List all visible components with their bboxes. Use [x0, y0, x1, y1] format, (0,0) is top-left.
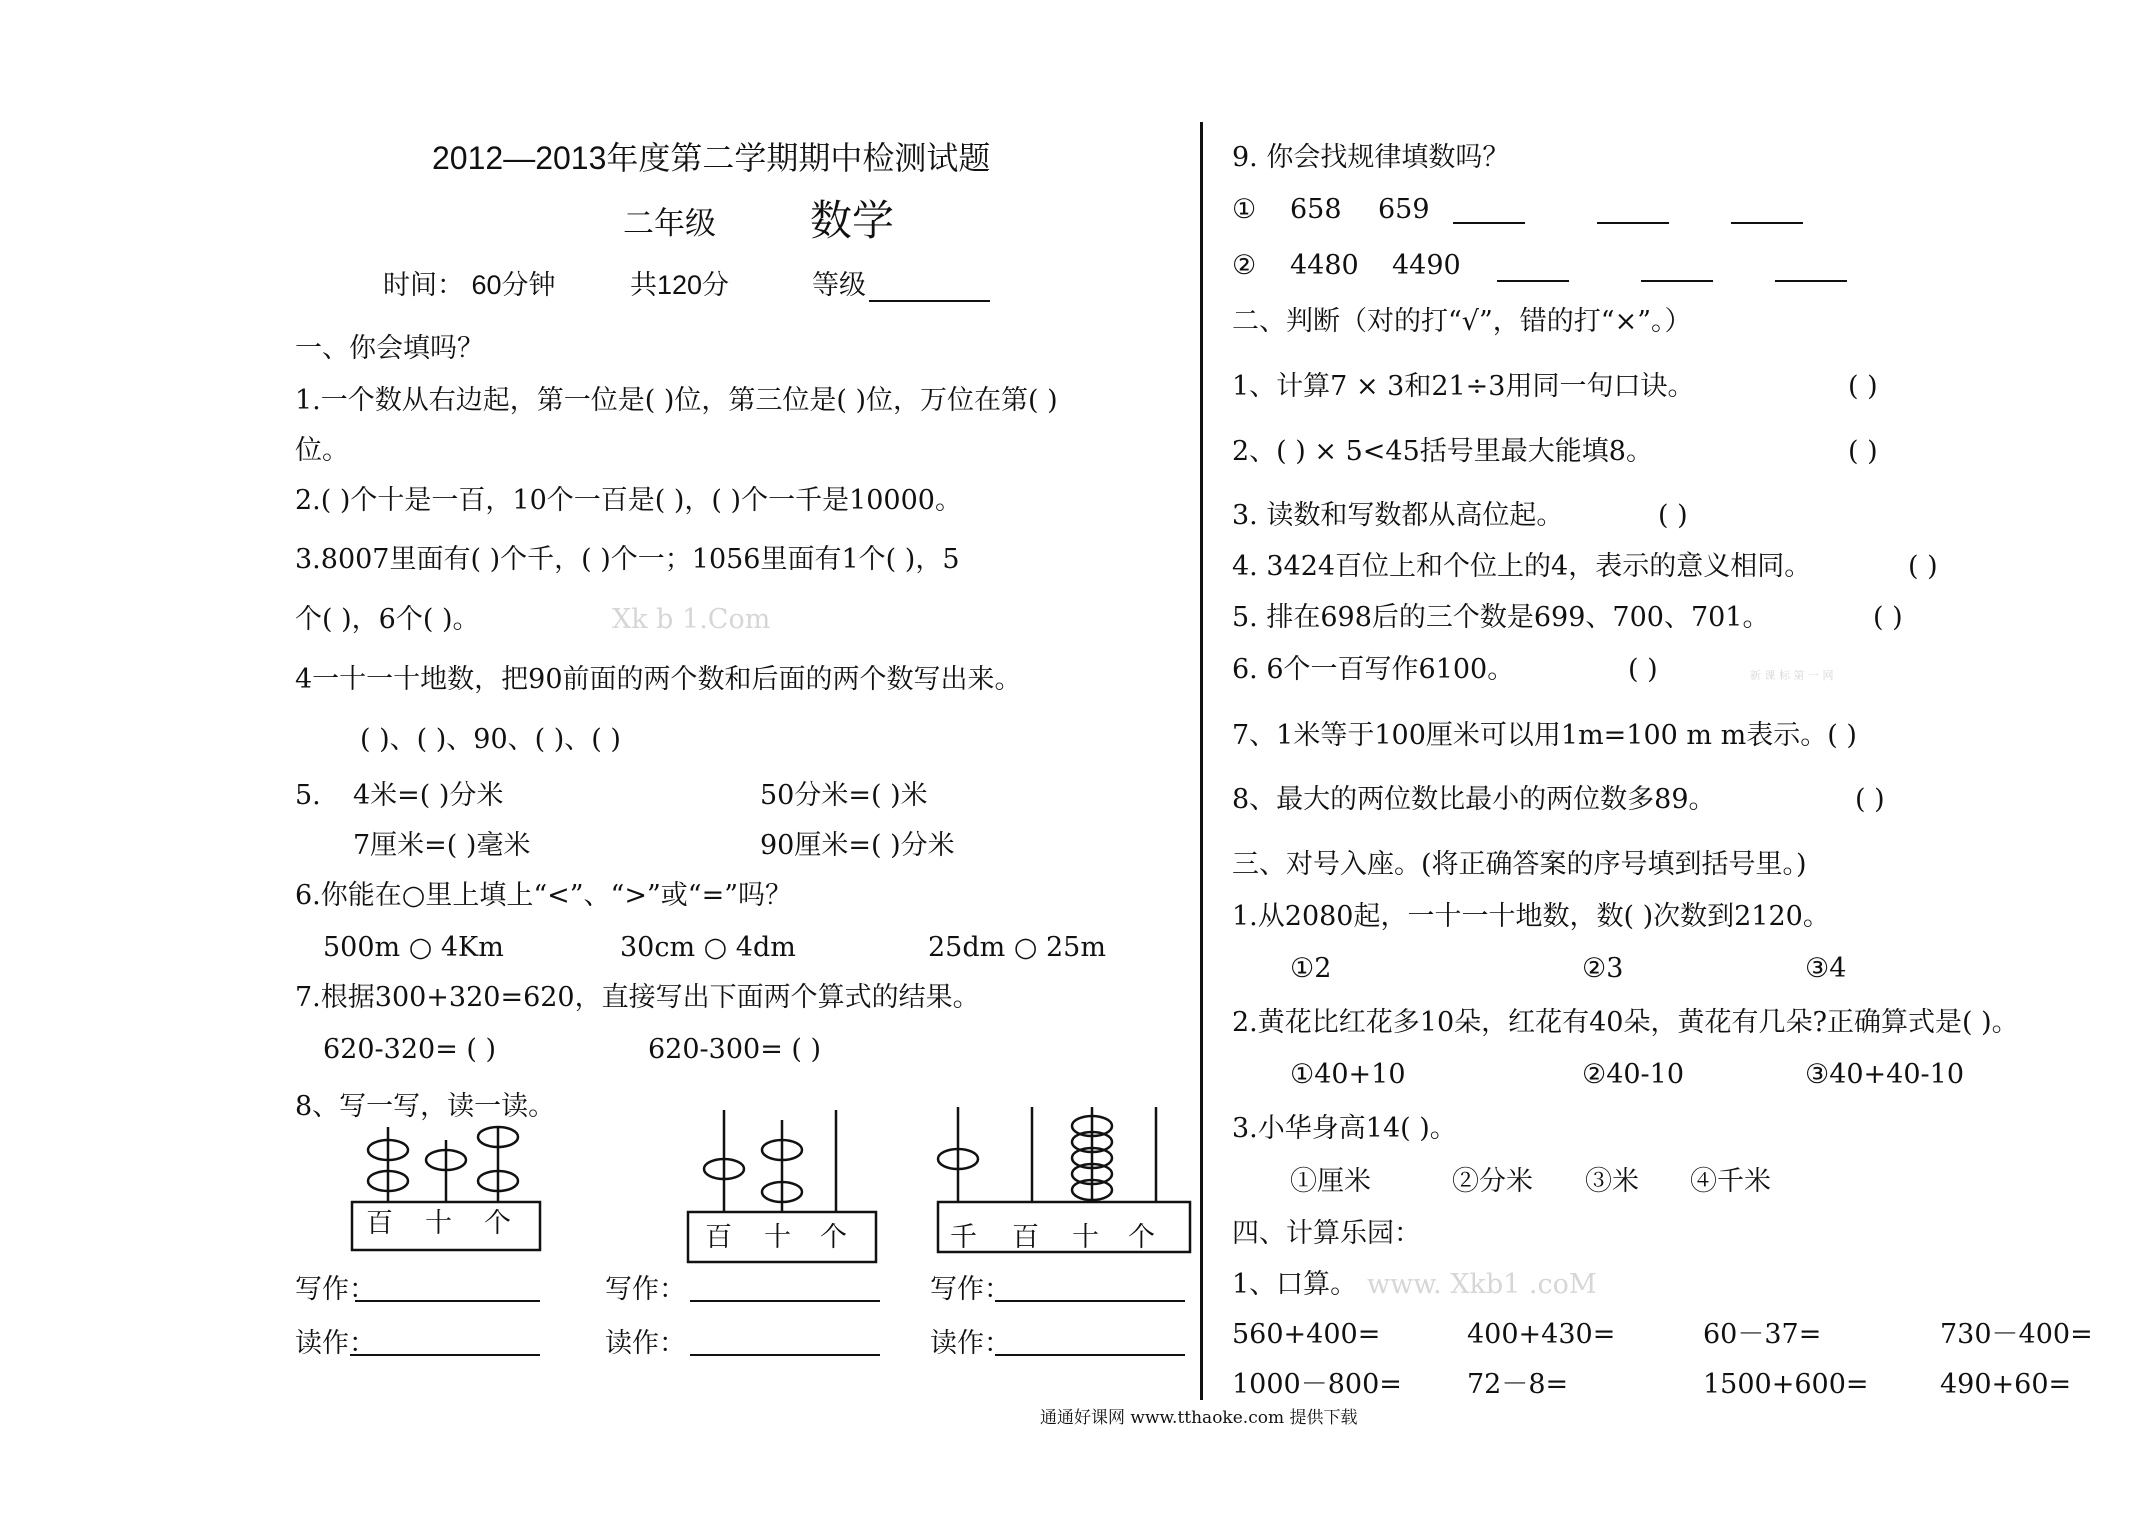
q9-row2-blank-1[interactable]: [1497, 280, 1569, 282]
q1-line1: 1.一个数从右边起，第一位是( )位，第三位是( )位，万位在第( ): [295, 385, 1058, 416]
abacus-2-label-hundreds: 百: [705, 1222, 732, 1253]
read-label-3: 读作：: [930, 1328, 1011, 1359]
judge-5-paren[interactable]: ( ): [1873, 602, 1903, 633]
choice-3: 3.小华身高14( )。: [1232, 1113, 1457, 1144]
abacus-2-label-tens: 十: [764, 1222, 791, 1253]
abacus-1-label-hundreds: 百: [366, 1208, 393, 1239]
watermark-url: www. Xkb1 .coM: [1367, 1269, 1597, 1300]
watermark-small: 新 课 标 第 一 网: [1750, 669, 1834, 682]
choice-3-opt-3: ③米: [1585, 1166, 1639, 1197]
abacus-3-label-hundreds: 百: [1012, 1222, 1039, 1253]
q7-a: 620-320= ( ): [323, 1034, 497, 1065]
calc-r1-c1: 560+400=: [1232, 1319, 1381, 1350]
q3-line2: 个( )，6个( )。: [295, 604, 480, 635]
q4-blanks: ( )、( )、90、( )、( ): [360, 724, 621, 755]
calc-r2-c4: 490+60=: [1940, 1369, 2072, 1400]
q6: 6.你能在○里上填上“<”、“>”或“=”吗？: [295, 880, 793, 911]
read-blank-2[interactable]: [690, 1354, 880, 1356]
q9-row1-blank-2[interactable]: [1597, 222, 1669, 224]
calc-r2-c1: 1000－800=: [1232, 1369, 1402, 1400]
q9-row2-marker: ②: [1232, 250, 1257, 281]
q9-row1-marker: ①: [1232, 194, 1257, 225]
abacus-1-label-ones: 个: [484, 1208, 511, 1239]
choice-3-opt-4: ④千米: [1690, 1166, 1771, 1197]
column-divider: [1200, 122, 1203, 1400]
choice-1: 1.从2080起，一十一十地数，数( )次数到2120。: [1232, 901, 1830, 932]
choice-3-opt-2: ②分米: [1452, 1166, 1533, 1197]
total-score: 共120分: [630, 270, 730, 300]
q6-b: 30cm ○ 4dm: [620, 932, 796, 963]
footer-credit: 通通好课网 www.tthaoke.com 提供下载: [1040, 1408, 1358, 1428]
choice-1-opt-2: ②3: [1582, 953, 1624, 984]
write-blank-3[interactable]: [995, 1300, 1185, 1302]
write-blank-1[interactable]: [355, 1300, 540, 1302]
read-label-1: 读作：: [295, 1328, 376, 1359]
abacus-1-label-tens: 十: [425, 1208, 452, 1239]
q5-c: 7厘米=( )毫米: [353, 830, 531, 861]
write-label-3: 写作：: [930, 1274, 1011, 1305]
mental-math-heading: 1、口算。: [1232, 1269, 1358, 1300]
choice-2-opt-1: ①40+10: [1290, 1059, 1406, 1090]
judge-3-paren[interactable]: ( ): [1658, 500, 1688, 531]
choice-2: 2.黄花比红花多10朵，红花有40朵，黄花有几朵?正确算式是( )。: [1232, 1007, 2019, 1038]
q9-row2-b: 4490: [1392, 250, 1461, 281]
calc-r2-c2: 72－8=: [1467, 1369, 1569, 1400]
write-label-1: 写作：: [295, 1274, 376, 1305]
q6-c: 25dm ○ 25m: [928, 932, 1106, 963]
section4-heading: 四、计算乐园：: [1232, 1218, 1421, 1249]
write-label-2: 写作：: [605, 1274, 686, 1305]
q5-a: 4米=( )分米: [353, 780, 504, 811]
choice-1-opt-1: ①2: [1290, 953, 1332, 984]
choice-2-opt-2: ②40-10: [1582, 1059, 1685, 1090]
judge-3: 3. 读数和写数都从高位起。: [1232, 500, 1564, 531]
judge-6-paren[interactable]: ( ): [1628, 654, 1658, 685]
read-blank-3[interactable]: [995, 1354, 1185, 1356]
abacus-3-label-ones: 个: [1128, 1222, 1155, 1253]
judge-2: 2、( ) × 5<45括号里最大能填8。: [1232, 436, 1653, 467]
abacus-3-label-tens: 十: [1072, 1222, 1099, 1253]
q9: 9. 你会找规律填数吗？: [1232, 142, 1510, 173]
judge-2-paren[interactable]: ( ): [1848, 436, 1878, 467]
subject-label: 数学: [810, 197, 895, 244]
read-blank-1[interactable]: [350, 1354, 540, 1356]
judge-8: 8、最大的两位数比最小的两位数多89。: [1232, 784, 1716, 815]
q9-row2-blank-3[interactable]: [1775, 280, 1847, 282]
judge-5: 5. 排在698后的三个数是699、700、701。: [1232, 602, 1770, 633]
choice-3-opt-1: ①厘米: [1290, 1166, 1371, 1197]
watermark-text: Xk b 1.Com: [612, 604, 771, 635]
time-info: 时间： 60分钟: [383, 270, 556, 300]
choice-1-opt-3: ③4: [1805, 953, 1847, 984]
abacus-2-label-ones: 个: [820, 1222, 847, 1253]
q6-a: 500m ○ 4Km: [323, 932, 504, 963]
q5-number: 5.: [295, 780, 321, 811]
grade-label: 二年级: [623, 206, 716, 241]
q9-row1-blank-3[interactable]: [1731, 222, 1803, 224]
q9-row2-a: 4480: [1290, 250, 1359, 281]
write-blank-2[interactable]: [690, 1300, 880, 1302]
level-label: 等级: [812, 270, 866, 300]
q7: 7.根据300+320=620，直接写出下面两个算式的结果。: [295, 982, 980, 1013]
q3-line1: 3.8007里面有( )个千，( )个一；1056里面有1个( )，5: [295, 544, 960, 575]
q9-row1-b: 659: [1378, 194, 1430, 225]
q9-row1-a: 658: [1290, 194, 1342, 225]
section2-heading: 二、判断（对的打“√”，错的打“×”。）: [1232, 306, 1692, 337]
section3-heading: 三、对号入座。(将正确答案的序号填到括号里。): [1232, 849, 1807, 880]
judge-4-paren[interactable]: ( ): [1908, 551, 1938, 582]
q8: 8、写一写，读一读。: [295, 1091, 556, 1122]
calc-r1-c2: 400+430=: [1467, 1319, 1616, 1350]
read-label-2: 读作：: [605, 1328, 686, 1359]
q2: 2.( )个十是一百，10个一百是( )，( )个一千是10000。: [295, 485, 962, 516]
q9-row2-blank-2[interactable]: [1641, 280, 1713, 282]
judge-4: 4. 3424百位上和个位上的4，表示的意义相同。: [1232, 551, 1812, 582]
level-blank: [869, 300, 990, 302]
calc-r1-c4: 730－400=: [1940, 1319, 2093, 1350]
q5-b: 50分米=( )米: [760, 780, 928, 811]
choice-2-opt-3: ③40+40-10: [1805, 1059, 1965, 1090]
q4: 4一十一十地数，把90前面的两个数和后面的两个数写出来。: [295, 664, 1022, 695]
q9-row1-blank-1[interactable]: [1453, 222, 1525, 224]
judge-1: 1、计算7 × 3和21÷3用同一句口诀。: [1232, 371, 1695, 402]
exam-title: 2012—2013年度第二学期期中检测试题: [432, 140, 991, 176]
judge-7: 7、1米等于100厘米可以用1m=100 m m表示。( ): [1232, 720, 1857, 751]
judge-1-paren[interactable]: ( ): [1848, 371, 1878, 402]
section1-heading: 一、你会填吗？: [295, 333, 484, 364]
q7-b: 620-300= ( ): [648, 1034, 822, 1065]
judge-8-paren[interactable]: ( ): [1855, 784, 1885, 815]
q5-d: 90厘米=( )分米: [760, 830, 955, 861]
judge-6: 6. 6个一百写作6100。: [1232, 654, 1515, 685]
q1-line2: 位。: [295, 435, 349, 466]
abacus-3-label-thousands: 千: [950, 1222, 977, 1253]
calc-r2-c3: 1500+600=: [1703, 1369, 1869, 1400]
calc-r1-c3: 60－37=: [1703, 1319, 1822, 1350]
